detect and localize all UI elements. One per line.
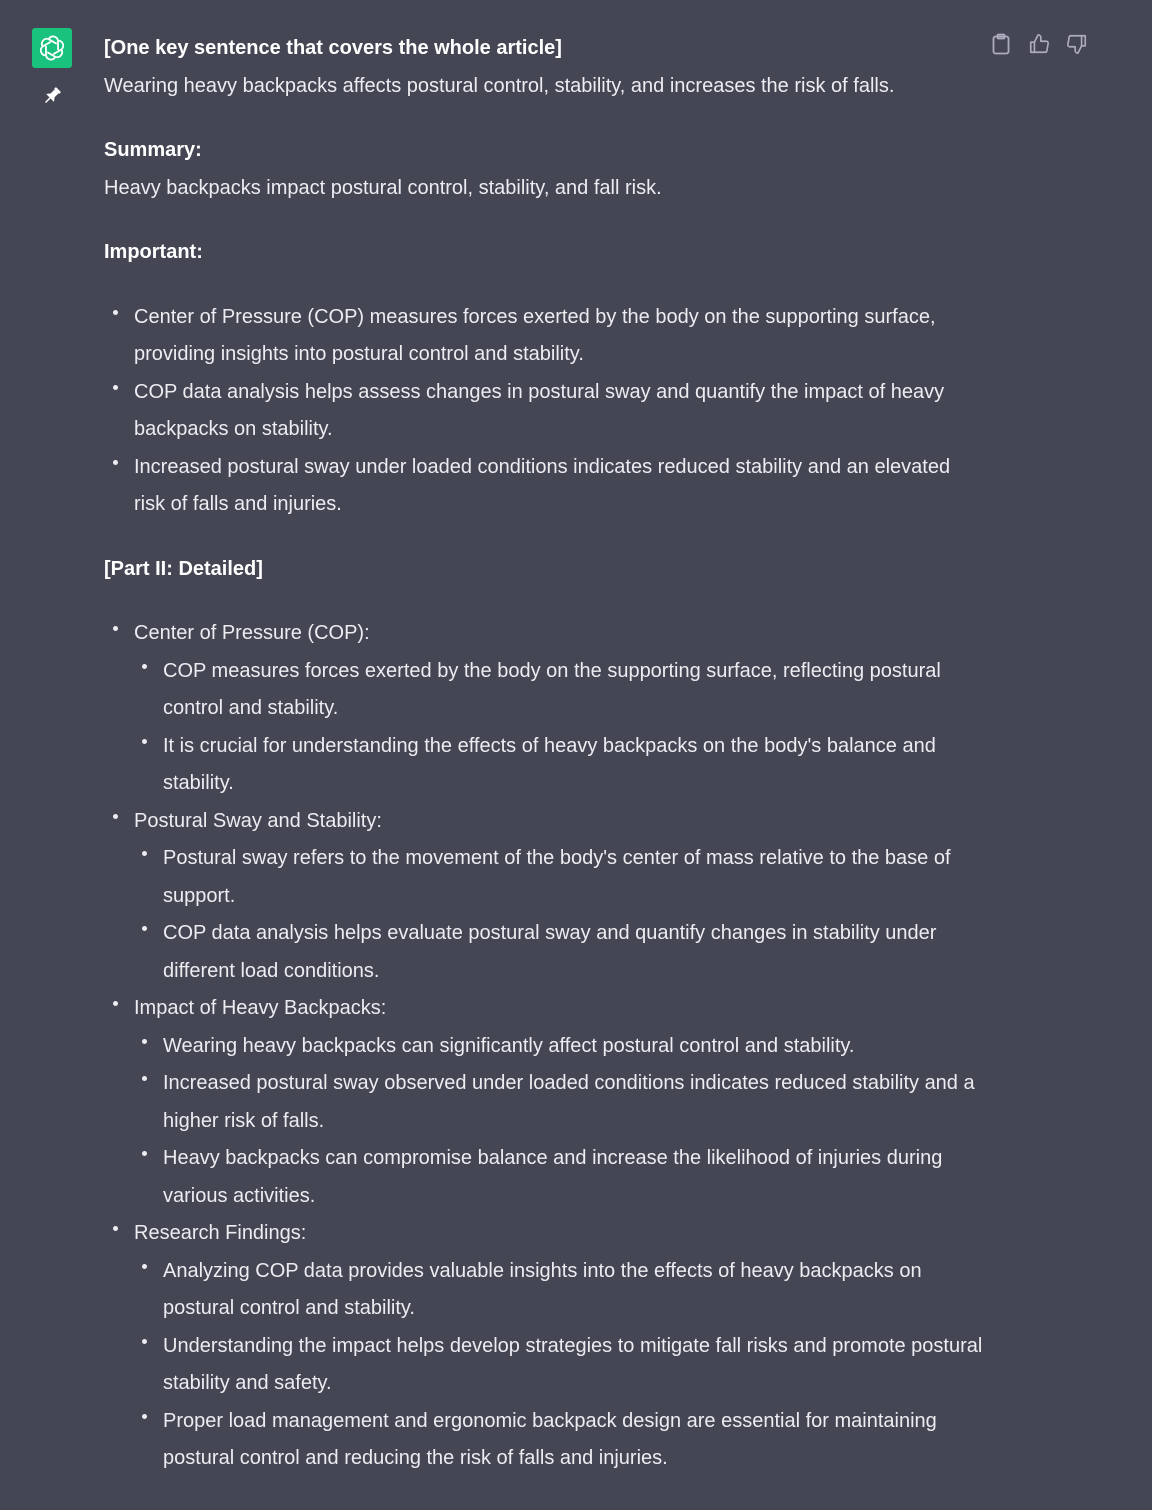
section-item [134, 990, 984, 1215]
thumbs-down-icon [1066, 33, 1088, 55]
list-item: Increased postural sway under loaded conditions indicates reduced stability and an elevated risk of falls and injuries. [134, 449, 984, 524]
important-list [104, 299, 984, 524]
key-sentence: Wearing heavy backpacks affects postural control, stability, and increases the risk of falls. [104, 74, 895, 97]
openai-logo-icon [32, 28, 72, 68]
sub-list [134, 840, 984, 990]
list-item: COP data analysis helps assess changes in postural sway and quantify the impact of heavy backpacks on stability. [134, 374, 984, 449]
sub-list [134, 1253, 984, 1478]
section-title: Research Findings: [134, 1222, 307, 1244]
list-item: COP data analysis helps evaluate postural sway and quantify changes in stability under different load conditions. [163, 915, 984, 990]
thumbs-up-button[interactable] [1026, 32, 1052, 56]
list-item: Heavy backpacks can compromise balance and increase the likelihood of injuries during various activities. [163, 1140, 984, 1215]
section-item [134, 1215, 984, 1478]
list-item: Increased postural sway observed under loaded conditions indicates reduced stability and a higher risk of falls. [163, 1065, 984, 1140]
detailed-heading: [Part II: Detailed] [104, 557, 263, 580]
section-title: Center of Pressure (COP): [134, 622, 370, 644]
summary-text: Heavy backpacks impact postural control, stability, and fall risk. [104, 176, 662, 199]
message-actions [988, 32, 1090, 56]
list-item: Postural sway refers to the movement of the body's center of mass relative to the base of support. [163, 840, 984, 915]
list-item: Center of Pressure (COP) measures forces exerted by the body on the supporting surface, providing insights into postural control and stability. [134, 299, 984, 374]
section-title: Impact of Heavy Backpacks: [134, 997, 387, 1019]
list-item: Proper load management and ergonomic backpack design are essential for maintaining postural control and reducing the risk of falls and injuries. [163, 1403, 984, 1478]
list-item: Understanding the impact helps develop strategies to mitigate fall risks and promote postural stability and safety. [163, 1328, 984, 1403]
list-item: Analyzing COP data provides valuable insights into the effects of heavy backpacks on postural control and stability. [163, 1253, 984, 1328]
detailed-list [104, 615, 984, 1478]
sub-list [134, 1028, 984, 1216]
section-item [134, 803, 984, 991]
important-heading: Important: [104, 241, 203, 263]
copy-button[interactable] [988, 32, 1014, 56]
clipboard-icon [991, 33, 1011, 55]
key-sentence-heading: [One key sentence that covers the whole article] [104, 37, 562, 59]
pin-icon[interactable] [40, 84, 64, 108]
list-item: Wearing heavy backpacks can significantly affect postural control and stability. [163, 1028, 984, 1066]
summary-heading: Summary: [104, 139, 202, 161]
list-item: COP measures forces exerted by the body on the supporting surface, reflecting postural control and stability. [163, 653, 984, 728]
list-item: It is crucial for understanding the effects of heavy backpacks on the body's balance and stability. [163, 728, 984, 803]
thumbs-up-icon [1028, 33, 1050, 55]
section-item [134, 615, 984, 803]
message-content [104, 30, 984, 1478]
thumbs-down-button[interactable] [1064, 32, 1090, 56]
sub-list [134, 653, 984, 803]
section-title: Postural Sway and Stability: [134, 809, 382, 832]
